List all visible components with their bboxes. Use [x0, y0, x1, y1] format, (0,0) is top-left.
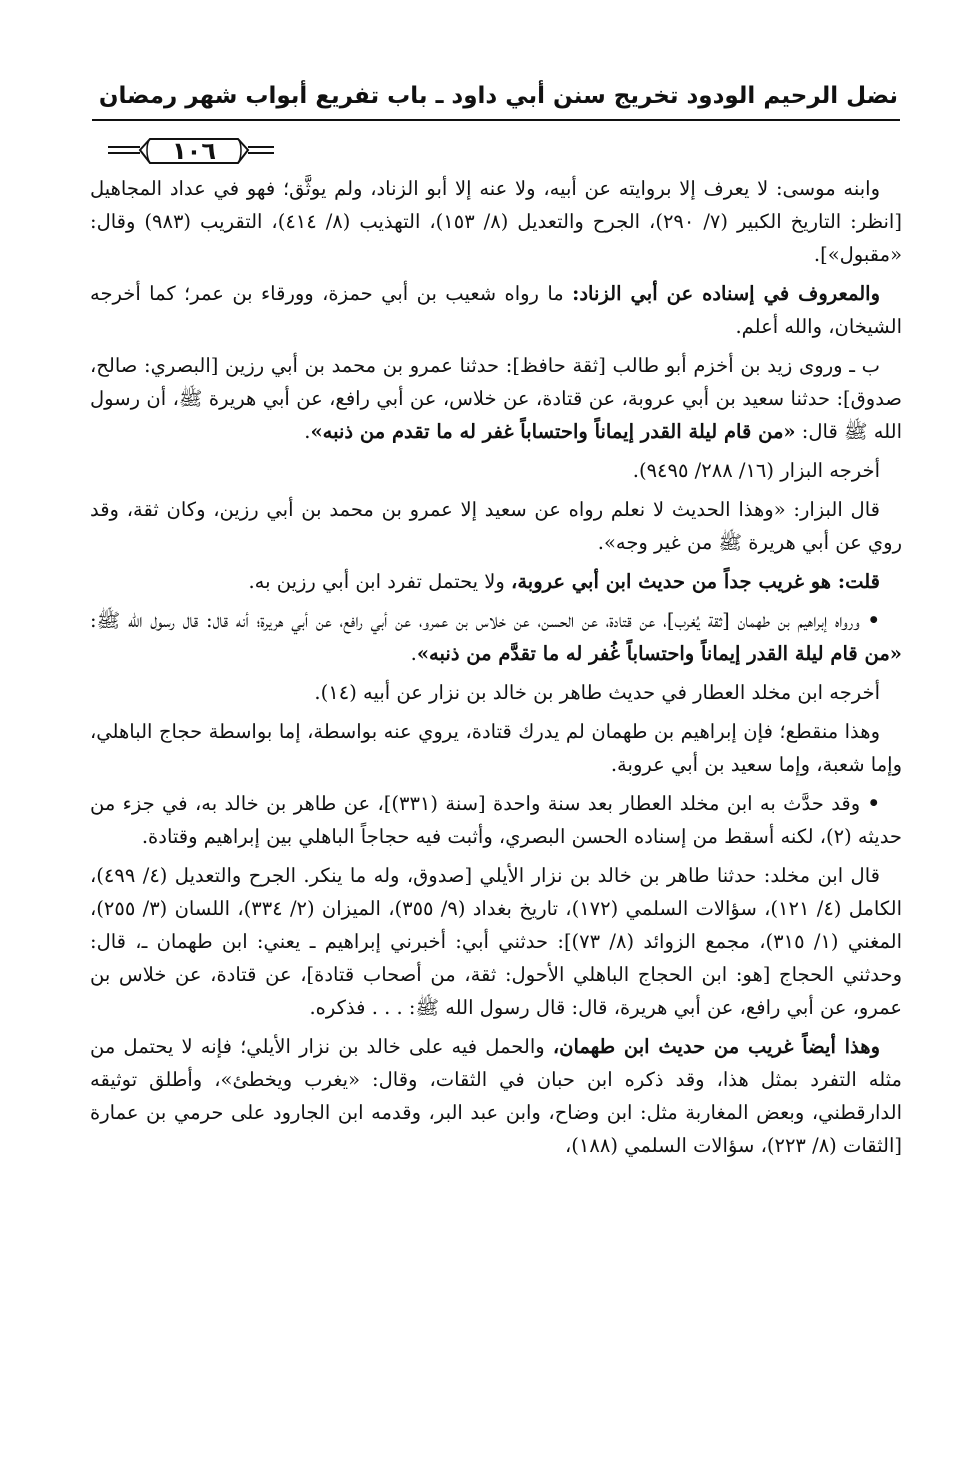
- page-number: ١٠٦: [172, 137, 216, 165]
- paragraph-4: [90, 454, 902, 487]
- paragraph-text: أخرجه البزار (١٦/ ٢٨٨/ ٩٤٩٥).: [632, 459, 880, 482]
- hadith-text: «من قام ليلة القدر إيماناً واحتساباً غفر له ما تقدم من ذنبه»: [310, 420, 796, 443]
- paragraph-text: والحمل فيه على خالد بن نزار الأيلي؛ فإنه لا يحتمل من مثله التفرد بمثل هذا، وقد ذكره ابن حبان في الثقات، وقال: «يغرب ويخطئ»، وأطلق توثيقه الدارقطني، وبعض المغاربة مثل: ابن وضاح، وابن عبد البر، وقدمه ابن الجارود على حرمي بن عمارة [الثقات (٨/ ٢٢٣)، سؤالات السلمي (١٨٨)،: [90, 1035, 903, 1157]
- bullet-icon: •: [867, 609, 880, 632]
- paragraph-text: وقد حدَّث به ابن مخلد العطار بعد سنة واحدة [سنة (٣٣١)]، عن طاهر بن خالد به، في جزء من حديثه (٢)، لكنه أسقط من إسناده الحسن البصري، وأثبت فيه حجاجاً الباهلي بين إبراهيم وقتادة.: [90, 792, 902, 848]
- paragraph-text: ولا يحتمل تفرد ابن أبي رزين به.: [248, 570, 512, 593]
- paragraph-text: ب ـ وروى زيد بن أخزم أبو طالب [ثقة حافظ]: حدثنا عمرو بن محمد بن أبي رزين [البصري: صالح، صدوق]: حدثنا سعيد بن أبي عروبة، عن قتادة، عن خلاس، عن أبي رافع، عن أبي هريرة ﷺ، أن رسول الله ﷺ قال:: [90, 354, 902, 443]
- page-number-ornament: [106, 133, 276, 169]
- paragraph-3: [90, 349, 902, 448]
- page-header: [92, 78, 900, 165]
- paragraph-text: وابنه موسى: لا يعرف إلا بروايته عن أبيه، ولا عنه إلا أبو الزناد، ولم يوثَّق؛ فهو في عداد المجاهيل [انظر: التاريخ الكبير (٧/ ٢٩٠)، الجرح والتعديل (٨/ ١٥٣)، التهذيب (٨/ ٤١٤)، التقريب (٩٨٣) وقال: «مقبول»].: [90, 177, 902, 266]
- bold-lead: وهذا أيضاً غريب من حديث ابن طهمان،: [552, 1035, 880, 1058]
- paragraph-text: قال البزار: «وهذا الحديث لا نعلم رواه عن سعيد إلا عمرو بن محمد بن أبي رزين، وكان ثقة، وقد روي عن أبي هريرة ﷺ من غير وجه».: [90, 498, 902, 554]
- paragraph-text: وهذا منقطع؛ فإن إبراهيم بن طهمان لم يدرك قتادة، يروي عنه بواسطة، إما بواسطة حجاج الباهلي، وإما شعبة، وإما سعيد بن أبي عروبة.: [90, 720, 902, 776]
- paragraph-text: .: [304, 420, 311, 443]
- paragraph-text: أخرجه ابن مخلد العطار في حديث طاهر بن خالد بن نزار عن أبيه (١٤).: [314, 681, 880, 704]
- paragraph-text: ما رواه شعيب بن أبي حمزة، وورقاء بن عمر؛ كما أخرجه الشيخان، والله أعلم.: [90, 282, 902, 338]
- bold-lead: والمعروف في إسناده عن أبي الزناد:: [572, 282, 881, 305]
- paragraph-12: [90, 1030, 902, 1162]
- header-rule: [92, 119, 900, 121]
- bullet-icon: •: [867, 792, 881, 815]
- paragraph-9: [90, 715, 902, 781]
- paragraph-1: [90, 172, 902, 271]
- paragraph-text: ورواه إبراهيم بن طهمان [ثقة يُغرب]، عن قتادة، عن الحسن، عن خلاس بن عمرو، عن أبي رافع، عن أبي هريرة؛ أنه قال: قال رسول الله ﷺ:: [90, 609, 868, 632]
- paragraph-6: [90, 565, 902, 598]
- paragraph-7: [90, 604, 902, 670]
- bold-lead: قلت: هو غريب جداً من حديث ابن أبي عروبة،: [511, 570, 880, 593]
- main-text: [90, 172, 902, 1168]
- paragraph-8: [90, 676, 902, 709]
- paragraph-2: [90, 277, 902, 343]
- hadith-text: «من قام ليلة القدر إيماناً واحتساباً غُفر له ما تقدَّم من ذنبه»: [416, 642, 902, 665]
- paragraph-text: .: [410, 642, 417, 665]
- paragraph-10: [90, 787, 902, 853]
- paragraph-text: قال ابن مخلد: حدثنا طاهر بن خالد بن نزار الأيلي [صدوق، وله ما ينكر. الجرح والتعديل (٤/ ٤٩٩)، الكامل (٤/ ١٢١)، سؤالات السلمي (١٧٢)، تاريخ بغداد (٩/ ٣٥٥)، الميزان (٢/ ٣٣٤)، اللسان (٣/ ٢٥٥)، المغني (١/ ٣١٥)، مجمع الزوائد (٨/ ٧٣)]: حدثني أبي: أخبرني إبراهيم ـ يعني: ابن طهمان ـ، قال: وحدثني الحجاج [هو: ابن الحجاج الباهلي الأحول: ثقة، من أصحاب قتادة]، عن قتادة، عن خلاس بن عمرو، عن أبي رافع، عن أبي هريرة، قال: قال رسول الله ﷺ: . . . فذكره.: [90, 864, 902, 1019]
- paragraph-11: [90, 859, 902, 1024]
- paragraph-5: [90, 493, 902, 559]
- running-title: نضل الرحيم الودود تخريج سنن أبي داود ـ باب تفريع أبواب شهر رمضان: [98, 83, 898, 109]
